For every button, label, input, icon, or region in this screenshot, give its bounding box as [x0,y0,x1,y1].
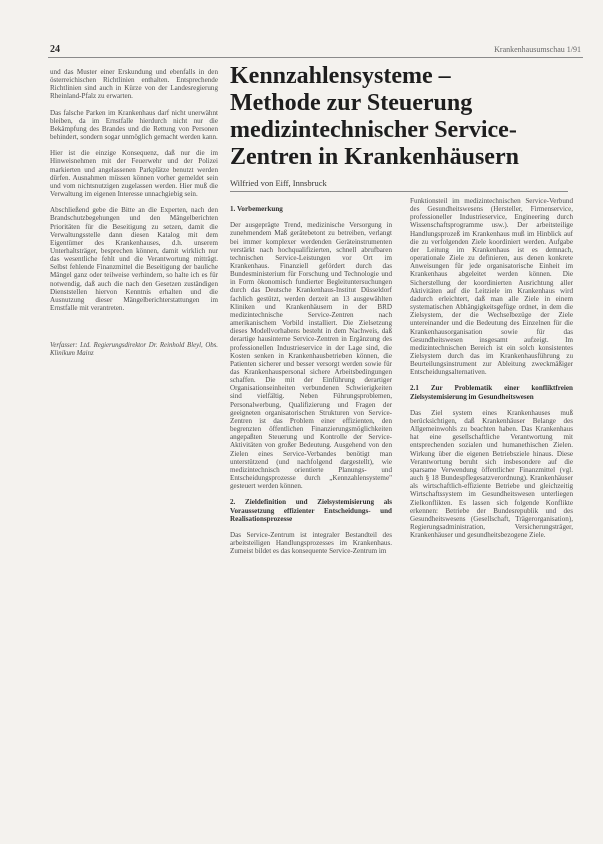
article-title [230,63,560,171]
right-column [410,197,573,547]
journal-name: Krankenhausumschau 1/91 [494,45,581,54]
article-author: Wilfried von Eiff, Innsbruck [230,178,327,188]
title-line-2: Methode zur Steuerung [230,90,473,116]
left-paragraph-3: Hier ist die einzige Konsequenz, daß nur die im Hinweisnehmen mit der Feuerwehr und der Polizei markierten und angelassenen Parkplätze benutzt werden dürfen. Ausnahmen müssen können vorher gemeldet sein und vom nichtsnutzigen zugelassen werden. Hier muß die Verwaltung im eigenen Interesse unnachgiebig sein. [50,149,218,199]
left-paragraph-4: Abschließend gebe die Bitte an die Experten, nach den Brandschutzbegehungen und den Mängelberichten Prioritäten für die Beseitigung zu setzen, damit die Verwaltungsstelle dann diesen Katalog mit dem Eigentümer des Krankenhauses, d.h. unserem Unterhaltsträger, besprechen können, damit wirklich nur das wesentliche fehlt und die Verantwortung mitträgt. Selbst fehlende Finanzmittel die Beseitigung der bauliche Mängel ganz oder teilweise verhindern, so halte ich es für notwendig, daß auch die nach den Gesetzen zuständigen Dienststellen hiervon Kenntnis erhalten und die Ausnutzung dieser Mängelberichterstattungen im Ernstfalle mit verantreten. [50,206,218,313]
header-rule [48,57,583,58]
title-line-1: Kennzahlensysteme – [230,63,451,89]
left-column [50,68,218,366]
section-2-body: Das Service-Zentrum ist integraler Bestandteil des arbeitsteiligen Handlungsprozesses im Krankenhaus. Zumeist bildet es das konsequente Service-Zentrum im [230,530,392,556]
title-line-4: Zentren in Krankenhäusern [230,144,519,170]
left-paragraph-1: und das Muster einer Erskundung und ebenfalls in den österreichischen Richtlinien enthalten. Entsprechende Richtlinien sind auch in Kürze von der Landesregierung Rheinland-Pfalz zu erwarten. [50,68,218,101]
title-rule [230,191,568,192]
right-paragraph-2: Das Ziel system eines Krankenhauses muß berücksichtigen, daß Krankenhäuser Belange des Allgemeinwohls zu beachten haben. Das Krankenhaus hat eine gesellschaftliche Verantwortung mit entsprechenden sozialen und humanethischen Zielen. Wirkung über die eigenen Betriebsziele hinaus. Diese Verantwortung beruht sich insbesondere auf die sparsame Verwendung öffentlicher Finanzmittel (vgl. auch § 18 Bundespflegesatzverordnung). Krankenhäuser als wirtschaftlich-effiziente Betriebe und gleichzeitig Wirtschaftssystem im Gesundheitswesen unterliegen Zielkonflikten. Es lassen sich folgende Konflikte erkennen: Betriebe der Bundesrepublik und des Gesundheitswesens (Gesellschaft, Trägerorganisation), Regierungsadministration, Versicherungsträger, Krankenhäuser und gesundheitsbezogene Ziele. [410,408,573,540]
title-line-3: medizintechnischer Service- [230,117,517,143]
section-2-1-heading: 2.1 Zur Problematik einer konfliktfreien Zielsystemisierung im Gesundheitswesen [410,384,573,401]
left-paragraph-2: Das falsche Parken im Krankenhaus darf nicht unerwähnt bleiben, da im Ernstfalle hierdurch nicht nur die Bekämpfung des Brandes und die Rettung von Personen behindert, sondern sogar unmöglich gemacht werden kann. [50,108,218,142]
previous-article-author-note: Verfasser: Ltd. Regierungsdirektor Dr. Reinhold Bleyl, Obs. Klinikum Mainz [50,342,218,358]
section-1-heading: 1. Vorbemerkung [230,205,283,213]
page-number: 24 [50,44,60,55]
right-paragraph-1: Funktionsteil im medizintechnischen Service-Verbund des Gesundheitswesens (Hersteller, Firmenservice, professioneller Industrieservice, Engineering durch Wissenschaftsprogramme usw.). Der arbeitsteilige Handlungsprozeß im Krankenhaus muß im Hinblick auf die zu verfolgenden Ziele koordiniert werden. Aufgabe der Leitung im Krankenhaus ist es demnach, operationale Ziele zu definieren, aus denen konkrete Anweisungen für jede organisatorische Einheit im Krankenhaus abgeleitet werden können. Die Sicherstellung der koordinierten Ausrichtung aller Aktivitäten auf die Leitziele im Krankenhaus wird dadurch erleichtert, daß man alle Ziele in einem systematischen Abhängigkeitsgefüge ordnet, in dem die Zielsystem, der die Wechselbezüge der Ziele untereinander und die Bedeutung des Einzelnen für die Krankenhausorganisation sowie für das Gesundheitswesen insgesamt aufzeigt. Im medizintechnischen Bereich ist ein solch konsistentes Zielsystem durch das im Krankenhausführung zu Beurteilungsinstrument zur Ableitung zweckmäßiger Entscheidungsalternativen. [410,197,573,377]
section-2-heading: 2. Zieldefinition und Zielsystemisierung als Voraussetzung effizienter Entscheidungs- und Realisationsprozesse [230,498,392,523]
middle-column [230,197,392,563]
section-1-body: Der ausgeprägte Trend, medizinische Versorgung in zunehmendem Maß gerätebetont zu betreiben, verlangt bei immer komplexer werdenden Geräteinstrumenten verstärkt nach hochqualifizierten, schnell abrufbaren technischen Service-Leistungen vor Ort im Krankenhaus. Finanziell gefördert durch das Bundesministerium für Forschung und Technologie und in Form ökonomisch fundierter Begleituntersuchungen durch das Deutsche Krankenhaus-Institut Düsseldorf fachlich gestützt, werden derzeit an 13 ausgewählten Kliniken und Krankenhäusern in der BRD medizintechnische Service-Zentren nach amerikanischem Vorbild installiert. Die Zielsetzung dieses Modellvorhabens besteht in dem Nachweis, daß derartige hausinterne Service-Zentren in Ergänzung des professionellen Industrieservice in der Lage sind, die Kosten senken in Krankenhausbetrieben können, die Patienten sicherer und besser versorgt werden sowie für das Krankenhauspersonal sichere Arbeitsbedingungen schaffen. Die mit der Einführung derartiger Organisationseinheiten verbundenen Schwierigkeiten sind vielfältig. Neben Führungsproblemen, Personalwerbung, Qualifizierung und Fragen der geeigneten organisatorischen Strukturen von Service-Zentren ist das Problem einer effizienten, den begrenzten öffentlichen Finanzierungsmöglichkeiten angepaßten Steuerung und Kontrolle der Service-Aktivitäten von großer Bedeutung. Ausgehend von den Zielen eines Service-Verbandes benötigt man unterstützend (und nachfolgend dargestellt), wie medizintechnisch orientierte Planungs- und Entscheidungsprozesse durch „Kennzahlensysteme" gesteuert werden können. [230,221,392,491]
